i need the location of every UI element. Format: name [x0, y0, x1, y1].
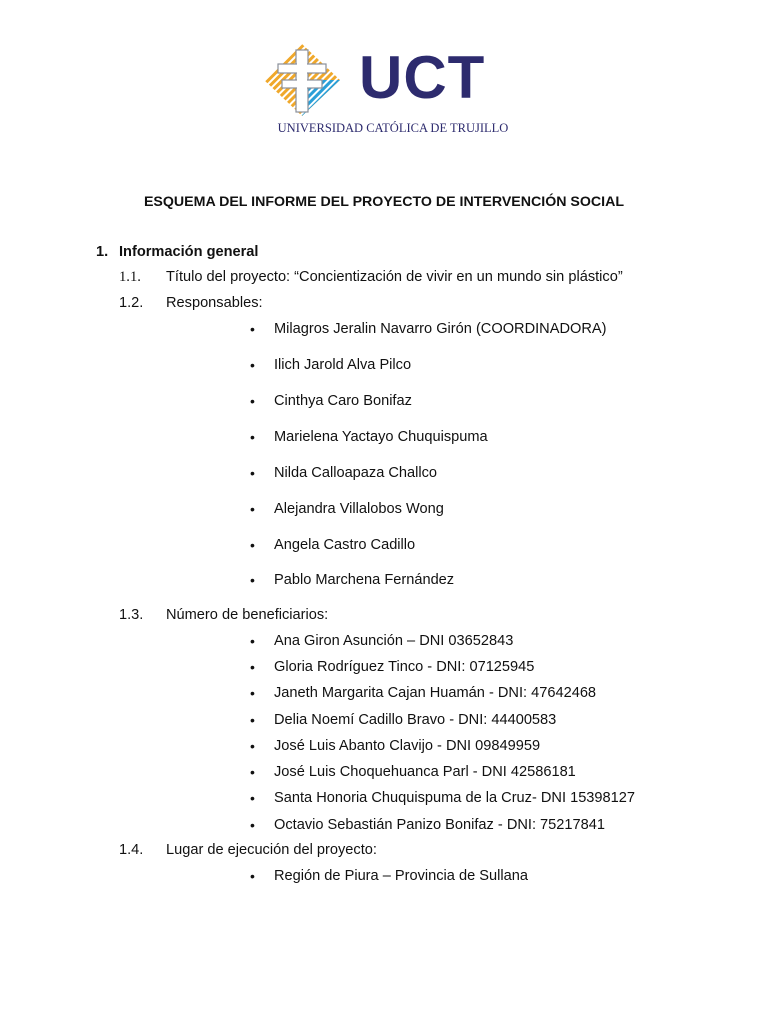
bullet-icon: •: [250, 817, 255, 833]
bullet-icon: •: [250, 712, 255, 728]
bullet-icon: •: [250, 659, 255, 675]
bullet-icon: •: [250, 790, 255, 806]
item-label: Responsables:: [166, 295, 263, 311]
item-number: 1.3.: [119, 607, 144, 623]
item-number: 1.4.: [119, 842, 144, 858]
bullet-icon: •: [250, 429, 255, 445]
bullet-icon: •: [250, 633, 255, 649]
section-number: 1.: [96, 244, 109, 260]
bullet-icon: •: [250, 685, 255, 701]
bullet-icon: •: [250, 764, 255, 780]
logo-wordmark: UCT: [359, 44, 486, 111]
bullet-icon: •: [250, 738, 255, 754]
bullet-icon: •: [250, 868, 255, 884]
bullet-icon: •: [250, 537, 255, 553]
section-label: Información general: [119, 244, 259, 260]
bullet-icon: •: [250, 393, 255, 409]
bullet-icon: •: [250, 501, 255, 517]
bullet-icon: •: [250, 465, 255, 481]
bullet-icon: •: [250, 572, 255, 588]
item-label: Título del proyecto: “Concientización de vivir en un mundo sin plástico”: [166, 269, 623, 285]
item-label: Lugar de ejecución del proyecto:: [166, 842, 377, 858]
bullet-icon: •: [250, 321, 255, 337]
uct-logo: [262, 42, 512, 138]
logo-subtitle: UNIVERSIDAD CATÓLICA DE TRUJILLO: [277, 121, 509, 135]
cross-emblem-icon: [262, 42, 344, 118]
bullet-icon: •: [250, 357, 255, 373]
item-number: 1.1.: [119, 269, 141, 285]
document-title: ESQUEMA DEL INFORME DEL PROYECTO DE INTERVENCIÓN SOCIAL: [143, 194, 625, 210]
item-label: Número de beneficiarios:: [166, 607, 329, 623]
item-number: 1.2.: [119, 295, 144, 311]
